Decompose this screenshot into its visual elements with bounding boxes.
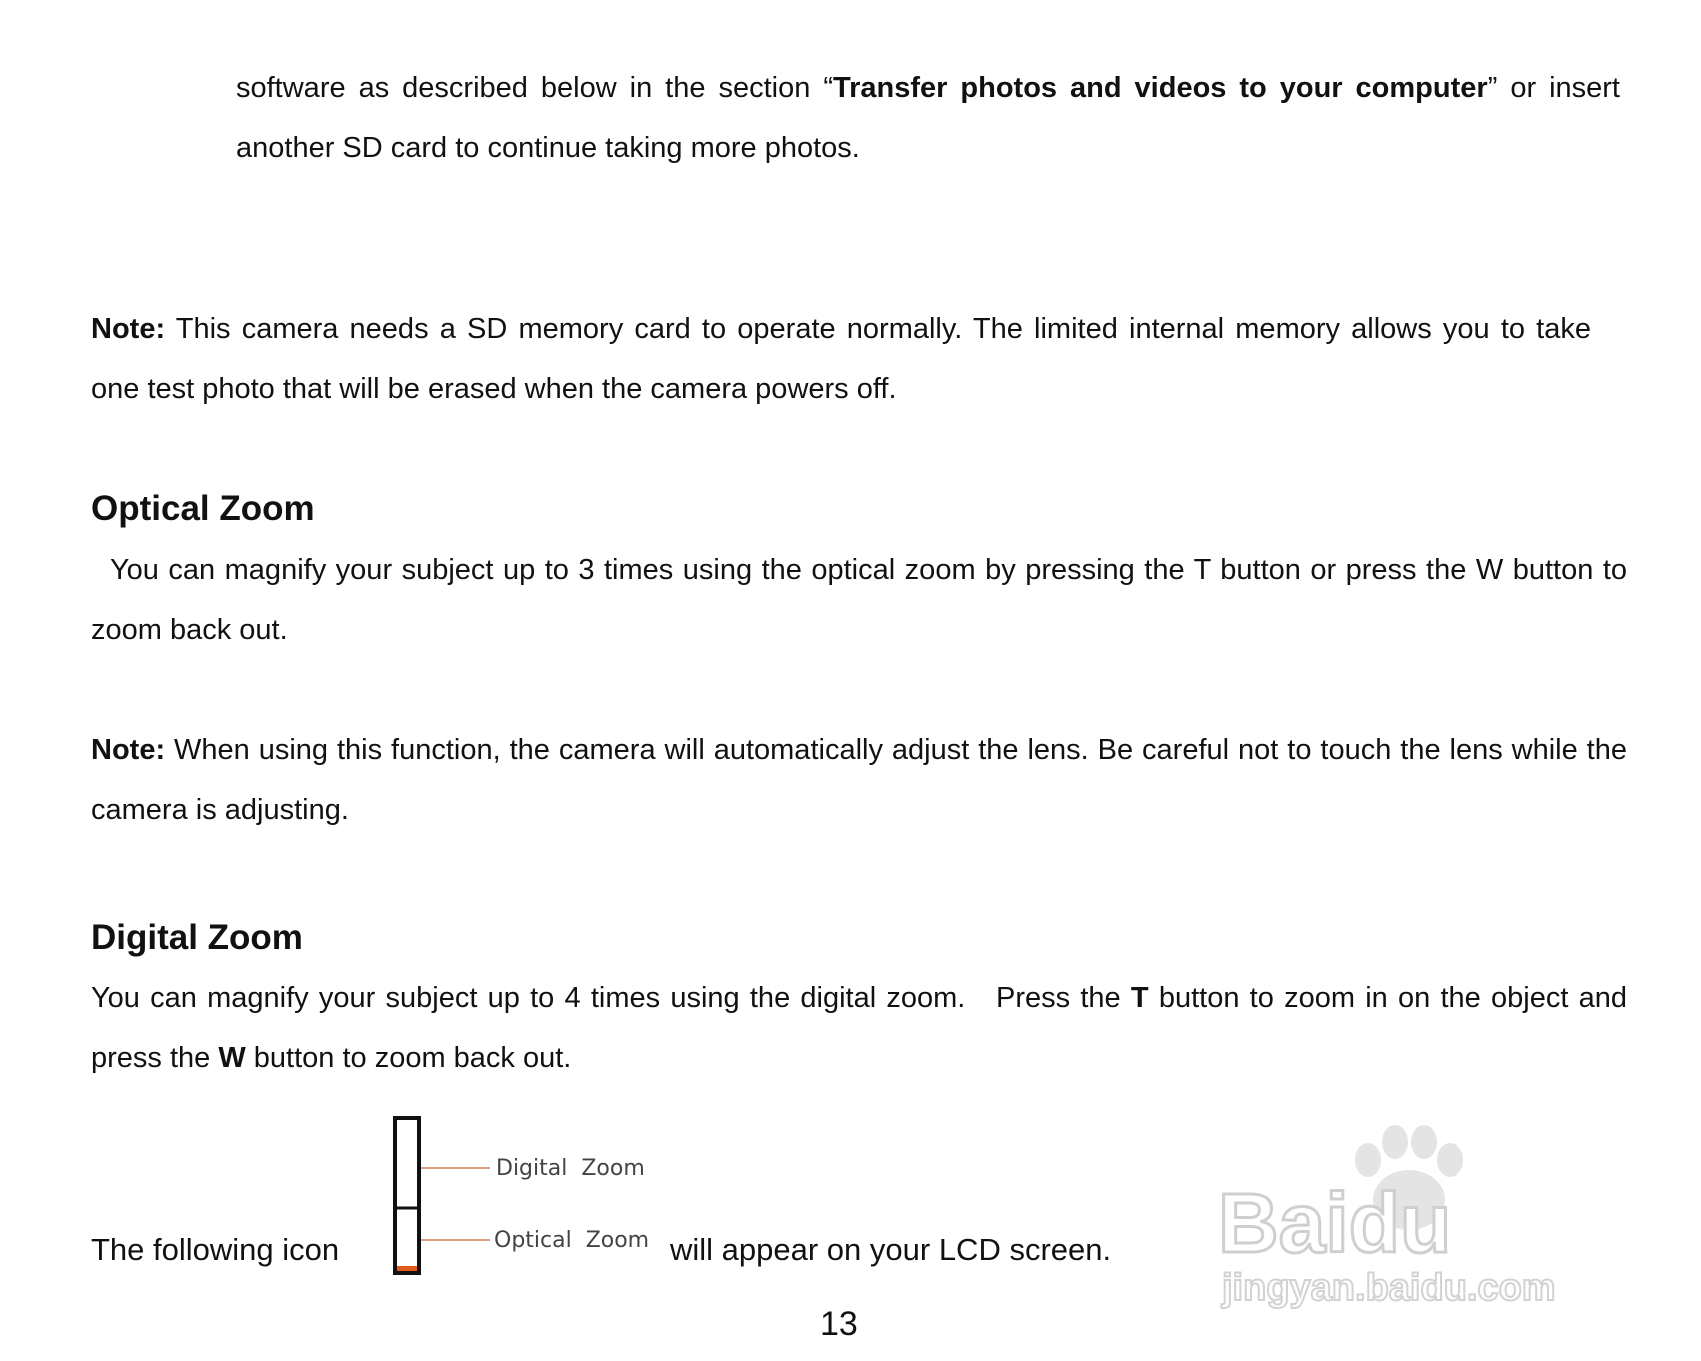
note-label: Note: <box>91 734 166 766</box>
digital-zoom-text-2: button to zoom in on the object and press the <box>91 982 1627 1074</box>
digital-zoom-text-3: button to zoom back out. <box>245 1042 572 1074</box>
sd-card-note <box>91 299 1591 419</box>
intro-paragraph <box>236 58 1620 178</box>
page-number: 13 <box>820 1305 858 1343</box>
intro-text-end: ” or insert another SD card to continue taking more photos. <box>236 72 1620 164</box>
note-label: Note: <box>91 313 166 345</box>
digital-zoom-label: Digital Zoom <box>496 1156 645 1181</box>
section-reference: Transfer photos and videos to your computer <box>832 72 1488 104</box>
optical-zoom-paragraph <box>91 540 1636 660</box>
w-button-ref: W <box>218 1042 246 1074</box>
baidu-watermark <box>1210 1110 1610 1310</box>
digital-zoom-heading: Digital Zoom <box>91 918 303 957</box>
lens-note <box>91 720 1627 840</box>
digital-zoom-text-1: You can magnify your subject up to 4 times using the digital zoom. Press the <box>91 982 1131 1014</box>
optical-zoom-heading: Optical Zoom <box>91 489 315 528</box>
watermark-site: jingyan.baidu.com <box>1222 1267 1556 1309</box>
optical-zoom-label: Optical Zoom <box>494 1228 650 1253</box>
icon-sentence-lead: The following icon <box>91 1232 340 1267</box>
note-text: When using this function, the camera will automatically adjust the lens. Be careful not to touch the lens while the camera is adjusting. <box>91 734 1627 826</box>
zoom-level-fill <box>397 1266 417 1271</box>
zoom-bar-outline <box>395 1118 419 1273</box>
zoom-indicator-icon <box>388 1115 668 1275</box>
t-button-ref: T <box>1130 982 1149 1014</box>
note-text: This camera needs a SD memory card to operate normally. The limited internal memory allows you to take one test photo that will be erased when the camera powers off. <box>91 313 1591 405</box>
optical-zoom-text: You can magnify your subject up to 3 times using the optical zoom by pressing the T button or press the W button to zoom back out. <box>91 554 1636 646</box>
icon-sentence-trail: will appear on your LCD screen. <box>670 1232 1112 1267</box>
watermark-brand: Baidu <box>1218 1176 1452 1270</box>
intro-text-start: software as described below in the section “ <box>236 72 833 104</box>
digital-zoom-paragraph <box>91 968 1627 1088</box>
